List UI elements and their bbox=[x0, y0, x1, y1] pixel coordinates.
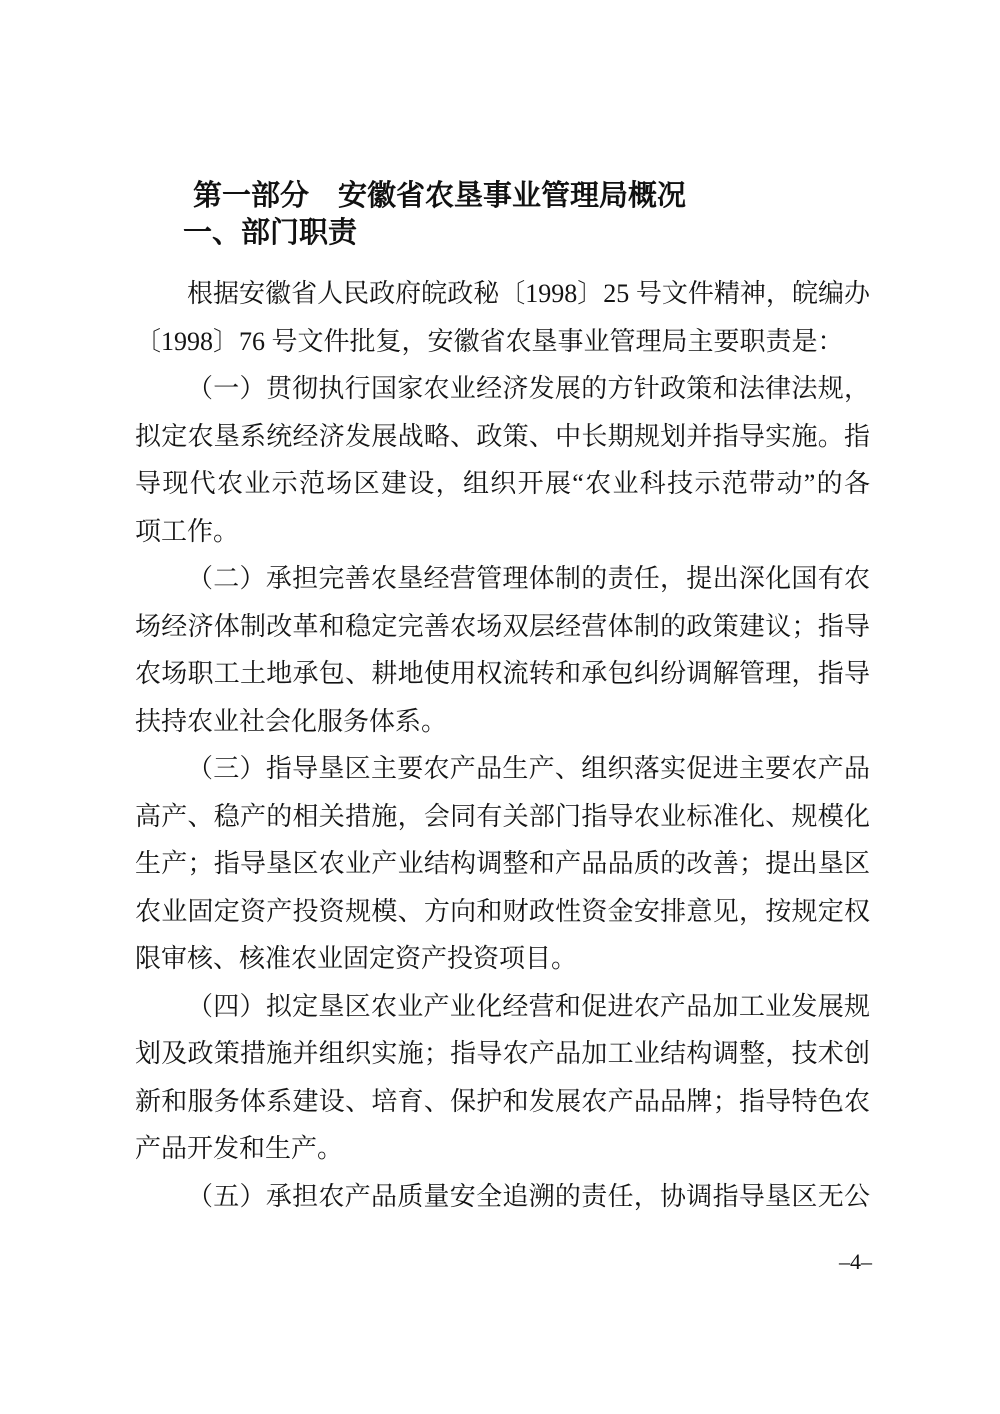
document-body bbox=[135, 270, 870, 1220]
paragraph bbox=[135, 745, 870, 983]
text-line: 限审核、核准农业固定资产投资项目。 bbox=[135, 944, 578, 973]
text-line: 扶持农业社会化服务体系。 bbox=[135, 706, 448, 736]
text-line: 根据安徽省人民政府皖政秘〔1998〕25 号文件精神，皖编办 bbox=[187, 279, 870, 308]
document-title: 第一部分 安徽省农垦事业管理局概况 bbox=[193, 180, 687, 212]
paragraph bbox=[135, 270, 870, 365]
text-line: （一）贯彻执行国家农业经济发展的方针政策和法律法规， bbox=[187, 374, 870, 403]
text-line: 农场职工土地承包、耕地使用权流转和承包纠纷调解管理，指导 bbox=[135, 659, 870, 688]
text-line: 场经济体制改革和稳定完善农场双层经营体制的政策建议；指导 bbox=[135, 611, 870, 641]
text-line: 项工作。 bbox=[135, 516, 240, 546]
paragraph bbox=[135, 1173, 870, 1221]
text-line: 产品开发和生产。 bbox=[135, 1134, 344, 1163]
section-heading: 一、部门职责 bbox=[183, 217, 358, 249]
paragraph bbox=[135, 365, 870, 555]
text-line: （二）承担完善农垦经营管理体制的责任，提出深化国有农 bbox=[187, 564, 870, 593]
paragraph bbox=[135, 555, 870, 745]
page-number: –4– bbox=[839, 1249, 872, 1274]
text-line: （五）承担农产品质量安全追溯的责任，协调指导垦区无公 bbox=[187, 1181, 870, 1211]
text-line: 划及政策措施并组织实施；指导农产品加工业结构调整，技术创 bbox=[135, 1039, 870, 1068]
text-line: 生产；指导垦区农业产业结构调整和产品品质的改善；提出垦区 bbox=[135, 849, 870, 878]
paragraph bbox=[135, 983, 870, 1173]
text-line: 高产、稳产的相关措施，会同有关部门指导农业标准化、规模化 bbox=[135, 801, 870, 831]
text-line: 导现代农业示范场区建设，组织开展“农业科技示范带动”的各 bbox=[135, 469, 870, 498]
text-line: （四）拟定垦区农业产业化经营和促进农产品加工业发展规 bbox=[187, 991, 870, 1021]
text-line: 〔1998〕76 号文件批复，安徽省农垦事业管理局主要职责是： bbox=[135, 326, 844, 356]
text-line: （三）指导垦区主要农产品生产、组织落实促进主要农产品 bbox=[187, 754, 870, 783]
text-line: 农业固定资产投资规模、方向和财政性资金安排意见，按规定权 bbox=[135, 896, 870, 926]
text-line: 拟定农垦系统经济发展战略、政策、中长期规划并指导实施。指 bbox=[135, 421, 870, 451]
text-line: 新和服务体系建设、培育、保护和发展农产品品牌；指导特色农 bbox=[135, 1086, 870, 1116]
